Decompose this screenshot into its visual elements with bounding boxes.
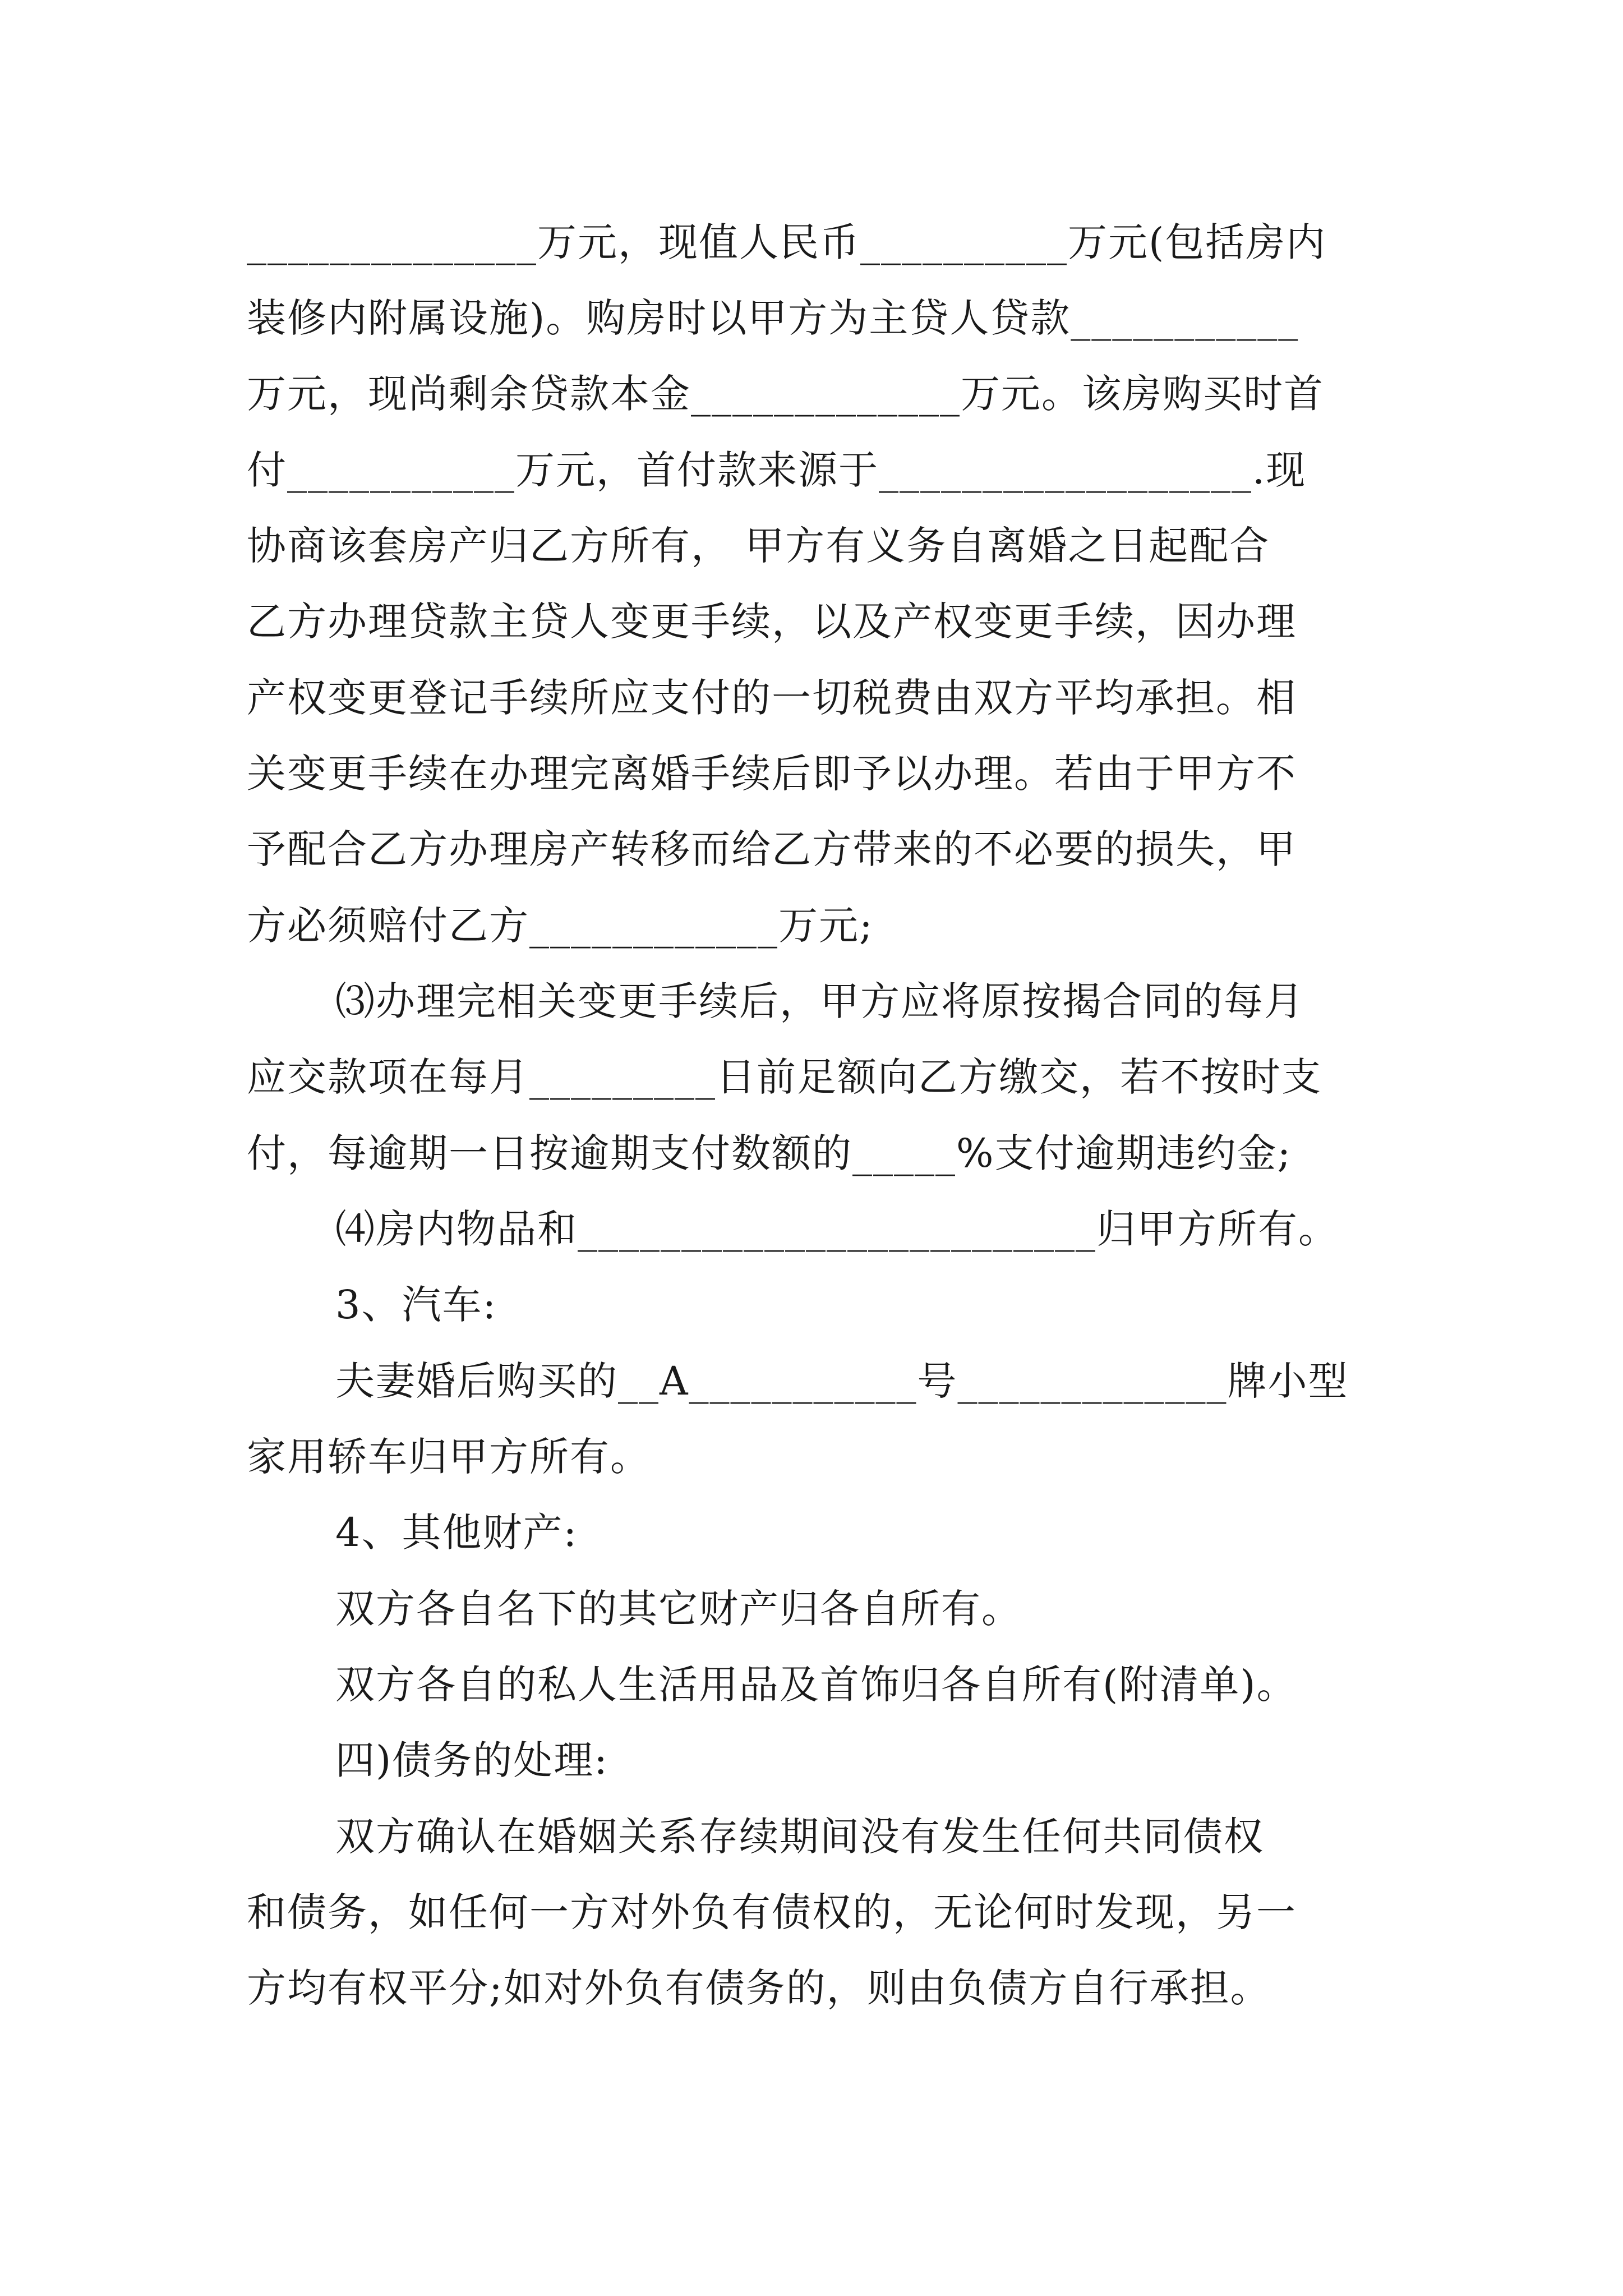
- section-heading-car: 3、汽车:: [335, 1282, 497, 1328]
- section-heading-debts: 四)债务的处理:: [335, 1737, 608, 1783]
- text-line-19: 双方各自名下的其它财产归各自所有。: [335, 1586, 1022, 1632]
- text-line-20: 双方各自的私人生活用品及首饰归各自所有(附清单)。: [335, 1662, 1297, 1708]
- text-line-2: 装修内附属设施)。购房时以甲方为主贷人贷款___________: [247, 295, 1299, 341]
- text-line-23: 和债务，如任何一方对外负有债权的，无论何时发现，另一: [247, 1889, 1297, 1935]
- text-line-1: ______________万元，现值人民币__________万元(包括房内: [247, 219, 1327, 265]
- text-line-4: 付___________万元，首付款来源于__________________.现: [247, 447, 1307, 493]
- section-heading-other-property: 4、其他财产:: [335, 1510, 578, 1556]
- text-line-5: 协商该套房产归乙方所有， 甲方有义务自离婚之日起配合: [247, 523, 1270, 569]
- text-line-10: 方必须赔付乙方____________万元;: [247, 903, 874, 949]
- text-line-14: ⑷房内物品和_________________________归甲方所有。: [335, 1206, 1339, 1252]
- text-line-7: 产权变更登记手续所应支付的一切税费由双方平均承担。相: [247, 675, 1297, 721]
- text-line-3: 万元，现尚剩余贷款本金_____________万元。该房购买时首: [247, 371, 1324, 417]
- text-line-6: 乙方办理贷款主贷人变更手续，以及产权变更手续，因办理: [247, 599, 1297, 645]
- text-line-11: ⑶办理完相关变更手续后，甲方应将原按揭合同的每月: [335, 978, 1304, 1024]
- text-line-24: 方均有权平分;如对外负有债务的，则由负债方自行承担。: [247, 1965, 1271, 2011]
- text-line-22: 双方确认在婚姻关系存续期间没有发生任何共同债权: [335, 1814, 1264, 1860]
- text-line-9: 予配合乙方办理房产转移而给乙方带来的不必要的损失，甲: [247, 826, 1297, 872]
- text-line-17: 家用轿车归甲方所有。: [247, 1434, 651, 1480]
- text-line-16: 夫妻婚后购买的__A___________号_____________牌小型: [335, 1358, 1349, 1404]
- text-line-12: 应交款项在每月_________日前足额向乙方缴交，若不按时支: [247, 1054, 1322, 1100]
- text-line-8: 关变更手续在办理完离婚手续后即予以办理。若由于甲方不: [247, 751, 1297, 797]
- text-line-13: 付，每逾期一日按逾期支付数额的_____%支付逾期违约金;: [247, 1130, 1292, 1176]
